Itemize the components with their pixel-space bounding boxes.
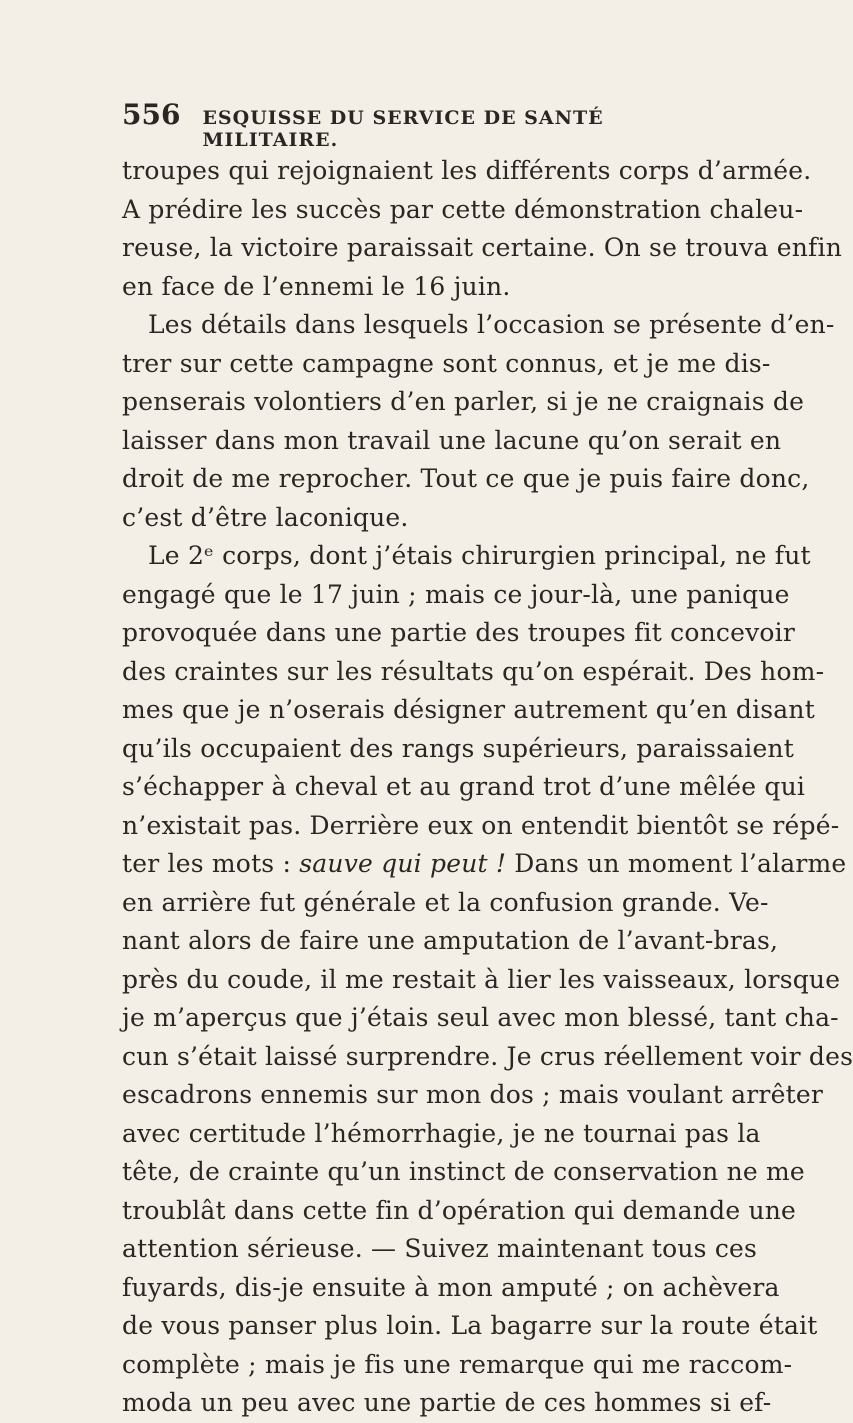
text-line: près du coude, il me restait à lier les vaisseaux, lorsque: [122, 964, 841, 994]
text-line: qu’ils occupaient des rangs supérieurs, paraissaient: [122, 733, 794, 763]
text-line: de vous panser plus loin. La bagarre sur la route était: [122, 1311, 818, 1340]
italic-phrase: sauve qui peut !: [299, 849, 507, 878]
text-line: troupes qui rejoignaient les différents corps d’armée.: [122, 156, 812, 185]
text-line: Le 2ᵉ corps, dont j’étais chirurgien principal, ne fut: [148, 541, 811, 570]
text-line: je m’aperçus que j’étais seul avec mon blessé, tant cha-: [122, 1003, 839, 1032]
text-segment: ter les mots :: [122, 849, 300, 878]
text-line: avec certitude l’hémorrhagie, je ne tournai pas la: [122, 1118, 761, 1148]
text-line: laisser dans mon travail une lacune qu’on serait en: [122, 425, 782, 455]
page-number: 556: [122, 98, 181, 131]
page-header: [122, 98, 722, 151]
text-line: nant alors de faire une amputation de l’avant-bras,: [122, 926, 779, 955]
text-line: s’échapper à cheval et au grand trot d’une mêlée qui: [122, 772, 806, 801]
text-line: cun s’était laissé surprendre. Je crus réellement voir des: [122, 1041, 853, 1071]
text-line: trer sur cette campagne sont connus, et je me dis-: [122, 348, 771, 378]
body-text: [122, 152, 853, 1423]
text-line: c’est d’être laconique.: [122, 502, 409, 532]
text-line: reuse, la victoire paraissait certaine. On se trouva enfin: [122, 233, 842, 262]
text-line: troublât dans cette fin d’opération qui demande une: [122, 1195, 797, 1225]
text-line: provoquée dans une partie des troupes fit concevoir: [122, 618, 796, 647]
text-line: tête, de crainte qu’un instinct de conservation ne me: [122, 1157, 805, 1186]
text-line: n’existait pas. Derrière eux on entendit bientôt se répé-: [122, 810, 840, 840]
text-line: fuyards, dis-je ensuite à mon amputé ; on achèvera: [122, 1272, 780, 1302]
text-line: des craintes sur les résultats qu’on espérait. Des hom-: [122, 656, 825, 686]
text-line: complète ; mais je fis une remarque qui me raccom-: [122, 1349, 793, 1379]
text-line: droit de me reprocher. Tout ce que je puis faire donc,: [122, 464, 810, 493]
text-line: en arrière fut générale et la confusion grande. Ve-: [122, 887, 769, 917]
text-line: Les détails dans lesquels l’occasion se présente d’en-: [148, 310, 835, 339]
text-line: engagé que le 17 juin ; mais ce jour-là, une panique: [122, 579, 790, 609]
text-line-with-italic: [122, 845, 847, 884]
running-head: ESQUISSE DU SERVICE DE SANTÉ MILITAIRE.: [202, 107, 604, 151]
text-line: A prédire les succès par cette démonstration chaleu-: [122, 194, 804, 224]
text-line: penserais volontiers d’en parler, si je ne craignais de: [122, 387, 805, 416]
text-line: attention sérieuse. — Suivez maintenant tous ces: [122, 1234, 758, 1263]
text-line: en face de l’ennemi le 16 juin.: [122, 271, 511, 301]
text-line: moda un peu avec une partie de ces hommes si ef-: [122, 1388, 772, 1417]
text-line: mes que je n’oserais désigner autrement qu’en disant: [122, 695, 815, 724]
text-segment: Dans un moment l’alarme: [506, 849, 847, 878]
text-line: escadrons ennemis sur mon dos ; mais voulant arrêter: [122, 1080, 823, 1109]
